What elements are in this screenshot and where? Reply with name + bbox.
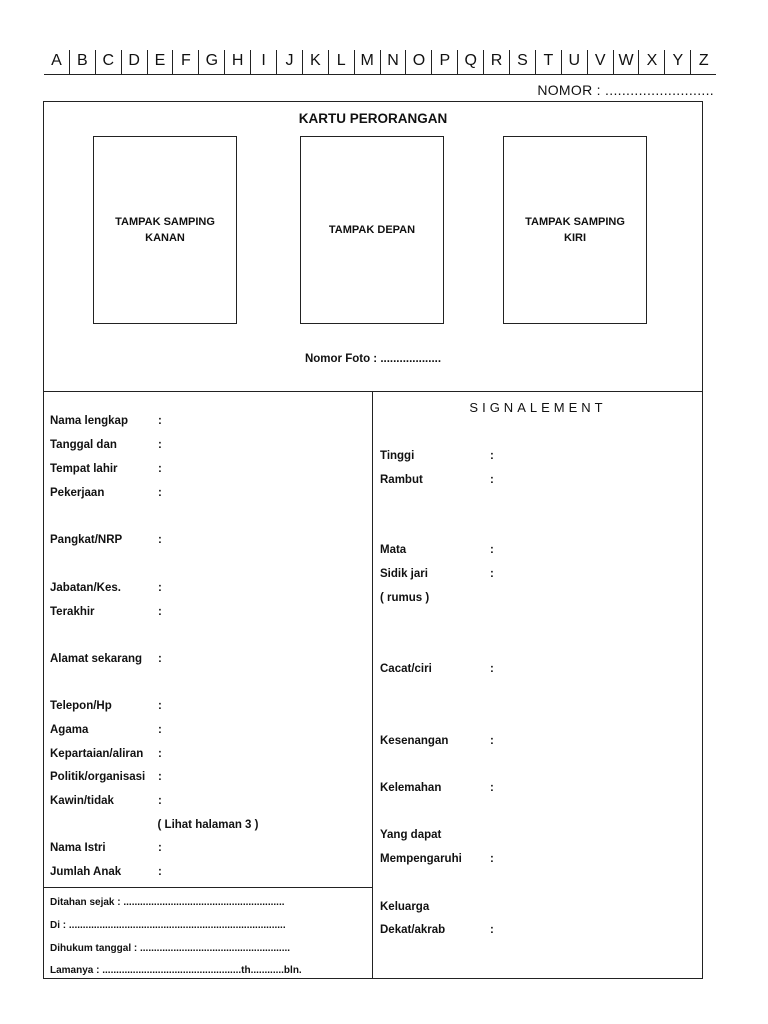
personal-card — [43, 101, 703, 979]
index-letter[interactable]: W — [614, 50, 640, 74]
photo-front-box[interactable] — [300, 136, 444, 324]
field-row[interactable] — [50, 439, 162, 451]
field-row[interactable] — [50, 487, 162, 499]
field-separator: : — [158, 700, 162, 712]
detained-place-field[interactable]: Di : .............................................................................. — [50, 920, 286, 931]
field-label: Agama — [50, 724, 89, 736]
custody-section — [44, 887, 372, 979]
index-letter[interactable]: J — [277, 50, 303, 74]
index-letter[interactable]: V — [588, 50, 614, 74]
field-separator: : — [158, 582, 162, 594]
field-row[interactable] — [50, 606, 162, 618]
signalement-label: Tinggi — [380, 450, 415, 462]
signalement-separator: : — [490, 474, 494, 486]
field-separator: : — [158, 415, 162, 427]
field-separator: : — [158, 866, 162, 878]
field-label: Politik/organisasi — [50, 771, 146, 783]
index-letter[interactable]: Q — [458, 50, 484, 74]
photo-right-profile-box[interactable] — [93, 136, 237, 324]
photo-left-profile-box[interactable] — [503, 136, 647, 324]
sentence-duration-field[interactable]: Lamanya : ..................................................th............bln. — [50, 965, 302, 976]
index-letter[interactable]: C — [96, 50, 122, 74]
field-row[interactable] — [50, 415, 162, 427]
index-letter[interactable]: E — [148, 50, 174, 74]
index-letter[interactable]: L — [329, 50, 355, 74]
see-page-note: ( Lihat halaman 3 ) — [157, 819, 259, 831]
field-label: Jabatan/Kes. — [50, 582, 121, 594]
field-label: Terakhir — [50, 606, 95, 618]
field-row[interactable] — [50, 866, 162, 878]
field-label: Kawin/tidak — [50, 795, 114, 807]
signalement-label: Sidik jari — [380, 568, 428, 580]
field-row[interactable] — [50, 842, 162, 854]
field-separator: : — [158, 795, 162, 807]
field-separator: : — [158, 748, 162, 760]
index-letter[interactable]: H — [225, 50, 251, 74]
index-letter[interactable]: R — [484, 50, 510, 74]
photo-right-profile-label: TAMPAK SAMPING KANAN — [115, 216, 215, 244]
field-label: Kepartaian/aliran — [50, 748, 144, 760]
index-letter[interactable]: S — [510, 50, 536, 74]
signalement-separator: : — [490, 450, 494, 462]
signalement-separator: : — [490, 782, 494, 794]
signalement-label: Cacat/ciri — [380, 663, 432, 675]
field-row[interactable] — [50, 534, 162, 546]
nomor-field[interactable]: NOMOR : .......................... — [537, 82, 714, 98]
photo-left-profile-label: TAMPAK SAMPING KIRI — [525, 216, 625, 244]
field-label: Nama lengkap — [50, 415, 128, 427]
index-letter[interactable]: P — [432, 50, 458, 74]
photo-front-label: TAMPAK DEPAN — [328, 224, 416, 236]
field-label: Pekerjaan — [50, 487, 105, 499]
field-label: Nama Istri — [50, 842, 106, 854]
field-row[interactable] — [50, 748, 162, 760]
signalement-label: Yang dapat — [380, 829, 442, 841]
field-separator: : — [158, 487, 162, 499]
index-letter[interactable]: G — [199, 50, 225, 74]
index-letter[interactable]: T — [536, 50, 562, 74]
field-label: Tempat lahir — [50, 463, 118, 475]
index-letter[interactable]: Z — [698, 52, 709, 69]
field-label: Tanggal dan — [50, 439, 117, 451]
alphabet-index-bar — [44, 50, 716, 75]
signalement-row[interactable] — [380, 568, 494, 580]
signalement-label: Kelemahan — [380, 782, 442, 794]
field-row[interactable] — [50, 724, 162, 736]
signalement-title: SIGNALEMENT — [469, 400, 607, 415]
index-letter[interactable]: X — [639, 50, 665, 74]
index-letter[interactable]: D — [122, 50, 148, 74]
field-separator: : — [158, 842, 162, 854]
signalement-row[interactable] — [380, 474, 494, 486]
signalement-row[interactable] — [380, 735, 494, 747]
signalement-label: Kesenangan — [380, 735, 449, 747]
detained-since-field[interactable]: Ditahan sejak : .......................................................... — [50, 897, 285, 908]
signalement-label: Mempengaruhi — [380, 853, 462, 865]
sentenced-date-field[interactable]: Dihukum tanggal : ...................................................... — [50, 943, 291, 954]
signalement-label: Keluarga — [380, 901, 430, 913]
field-row[interactable] — [50, 582, 162, 594]
field-separator: : — [158, 724, 162, 736]
index-letter[interactable]: I — [251, 50, 277, 74]
field-label: Pangkat/NRP — [50, 534, 123, 546]
field-separator: : — [158, 771, 162, 783]
personal-data-section — [44, 391, 372, 887]
signalement-row — [380, 592, 490, 604]
field-label: Telepon/Hp — [50, 700, 112, 712]
field-separator: : — [158, 439, 162, 451]
signalement-label: Dekat/akrab — [380, 924, 446, 936]
signalement-separator: : — [490, 568, 494, 580]
signalement-row[interactable] — [380, 853, 494, 865]
signalement-row[interactable] — [380, 544, 494, 556]
index-letter[interactable]: K — [303, 50, 329, 74]
field-separator: : — [158, 534, 162, 546]
field-label: Alamat sekarang — [50, 653, 143, 665]
field-row[interactable] — [50, 463, 162, 475]
index-letter[interactable]: B — [70, 50, 96, 74]
signalement-separator: : — [490, 735, 494, 747]
signalement-row — [380, 829, 490, 841]
signalement-row[interactable] — [380, 663, 494, 675]
signalement-separator: : — [490, 663, 494, 675]
signalement-label: Rambut — [380, 474, 423, 486]
signalement-separator: : — [490, 853, 494, 865]
signalement-row[interactable] — [380, 450, 494, 462]
index-letter[interactable]: F — [173, 50, 199, 74]
index-letter[interactable]: O — [406, 50, 432, 74]
index-letter[interactable]: M — [355, 50, 381, 74]
signalement-row — [380, 901, 490, 913]
field-separator: : — [158, 606, 162, 618]
field-row[interactable] — [50, 700, 162, 712]
signalement-separator: : — [490, 924, 494, 936]
field-row[interactable] — [50, 653, 162, 665]
signalement-row[interactable] — [380, 924, 494, 936]
index-letter[interactable]: A — [44, 50, 70, 74]
index-letter[interactable]: N — [381, 50, 407, 74]
card-title: KARTU PERORANGAN — [298, 111, 448, 126]
field-row[interactable] — [50, 795, 162, 807]
signalement-row[interactable] — [380, 782, 494, 794]
field-separator: : — [158, 463, 162, 475]
field-label: Jumlah Anak — [50, 866, 122, 878]
signalement-section — [374, 391, 702, 978]
field-row[interactable] — [50, 771, 162, 783]
field-separator: : — [158, 653, 162, 665]
signalement-separator: : — [490, 544, 494, 556]
index-letter[interactable]: U — [562, 50, 588, 74]
signalement-label: Mata — [380, 544, 407, 556]
index-letter[interactable]: Y — [665, 50, 691, 74]
signalement-label: ( rumus ) — [380, 592, 430, 604]
photo-number-field[interactable]: Nomor Foto : ................... — [304, 353, 442, 365]
column-divider — [372, 391, 373, 978]
